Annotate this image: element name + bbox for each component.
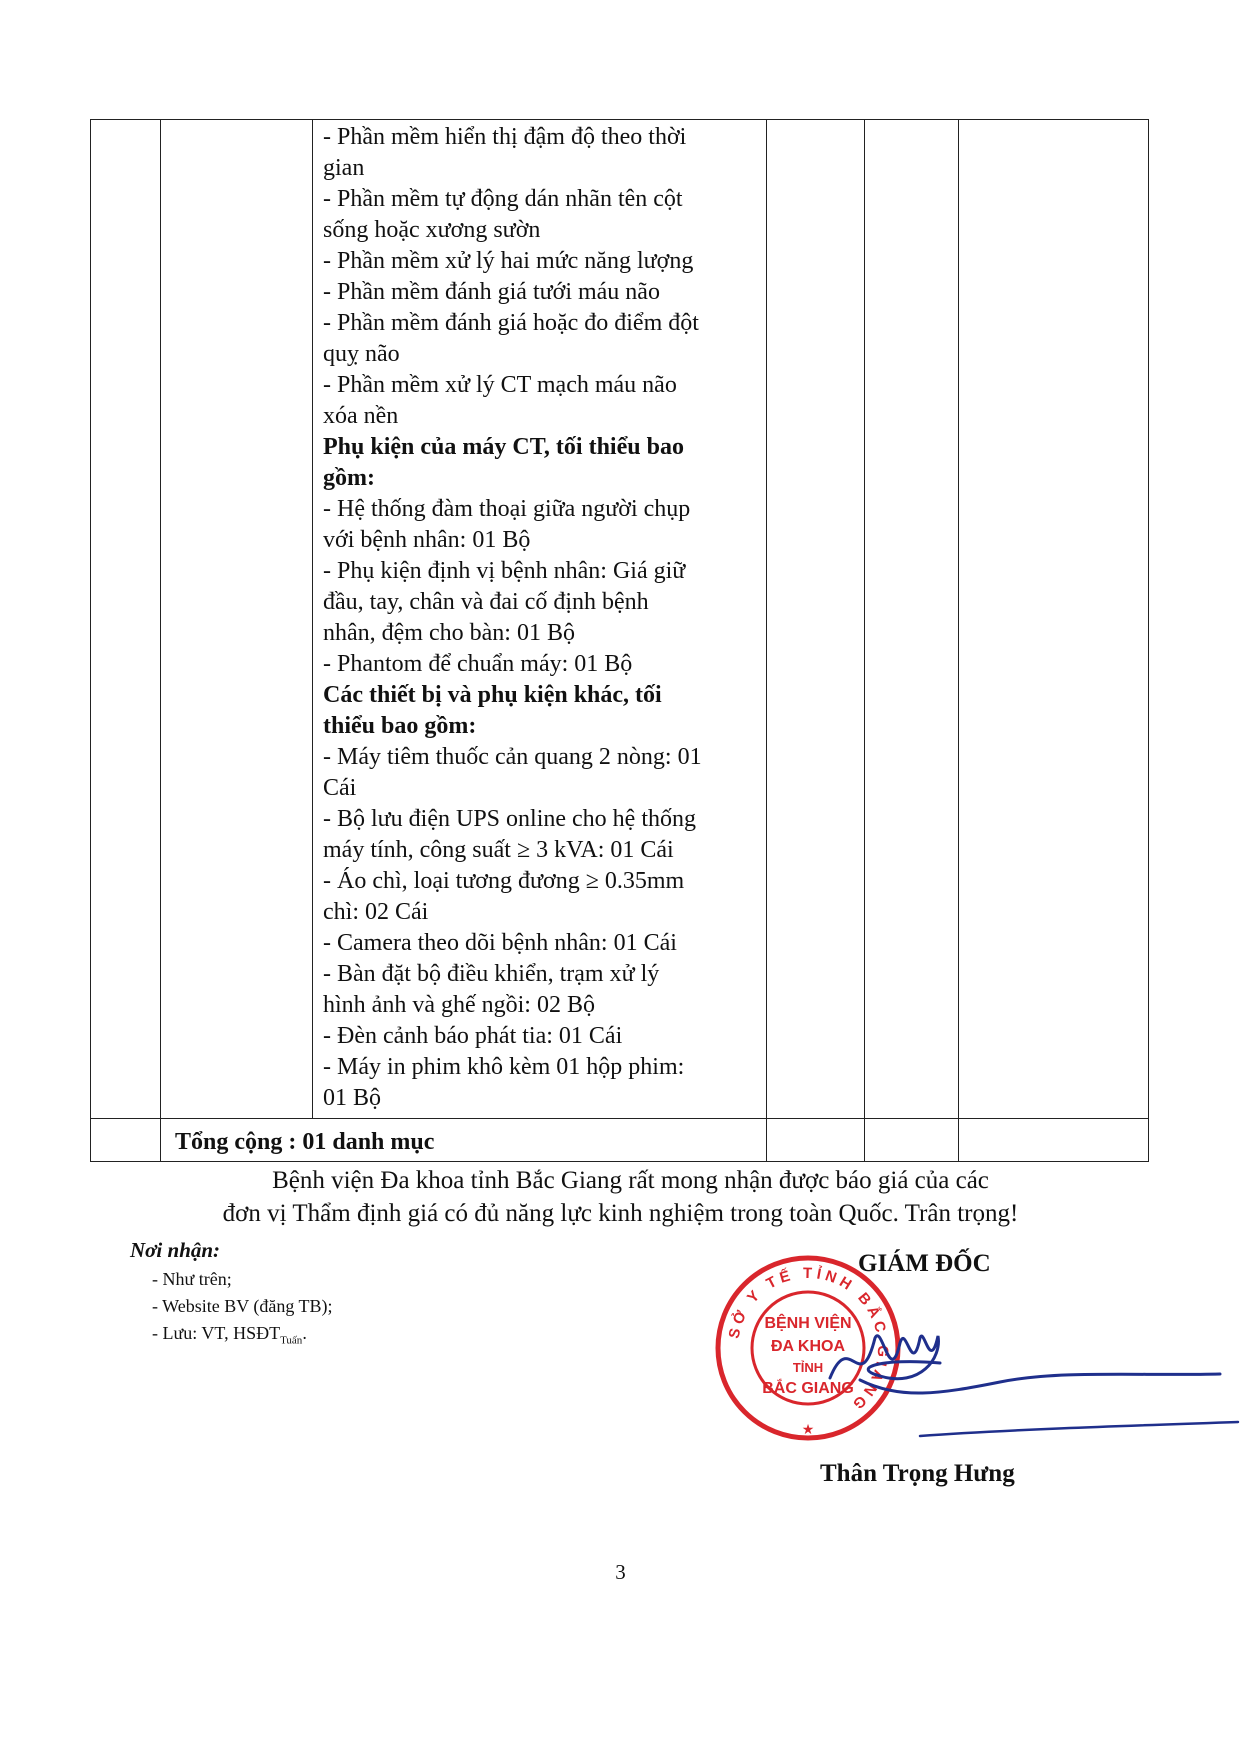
spec-line: - Phụ kiện định vị bệnh nhân: Giá giữ bbox=[323, 558, 686, 584]
total-note-cell bbox=[959, 1119, 1149, 1162]
archive-end: . bbox=[302, 1323, 307, 1343]
spec-line: đầu, tay, chân và đai cố định bệnh bbox=[323, 589, 649, 615]
spec-line: - Phần mềm xử lý CT mạch máu não bbox=[323, 372, 677, 398]
total-row bbox=[91, 1119, 1149, 1162]
spec-line: chì: 02 Cái bbox=[323, 899, 429, 925]
recipient-item-archive bbox=[152, 1320, 333, 1355]
spec-line: - Phần mềm đánh giá hoặc đo điểm đột bbox=[323, 310, 699, 336]
stt-cell bbox=[91, 120, 161, 1119]
seal-outer-text: SỞ Y TẾ TỈNH BẮC GIANG bbox=[725, 1264, 892, 1415]
director-title: GIÁM ĐỐC bbox=[858, 1250, 991, 1277]
spec-line: sống hoặc xương sườn bbox=[323, 217, 541, 243]
closing-line-2: đơn vị Thẩm định giá có đủ năng lực kinh nghiệm trong toàn Quốc. Trân trọng! bbox=[222, 1200, 1019, 1227]
spec-line: gồm: bbox=[323, 465, 375, 491]
recipient-item: - Như trên; bbox=[152, 1269, 232, 1289]
seal-line-2: ĐA KHOA bbox=[770, 1338, 846, 1355]
total-unit-cell bbox=[767, 1119, 865, 1162]
spec-line: xóa nền bbox=[323, 403, 399, 429]
recipient-item: - Website BV (đăng TB); bbox=[152, 1296, 333, 1316]
spec-line: - Hệ thống đàm thoại giữa người chụp bbox=[323, 496, 691, 522]
table-row bbox=[91, 120, 1149, 1119]
spec-line: máy tính, công suất ≥ 3 kVA: 01 Cái bbox=[323, 837, 674, 863]
total-label: Tổng cộng : 01 danh mục bbox=[161, 1119, 767, 1162]
spec-line: - Phần mềm xử lý hai mức năng lượng bbox=[323, 248, 694, 274]
spec-line: Phụ kiện của máy CT, tối thiểu bao bbox=[323, 434, 684, 460]
spec-line: - Phần mềm đánh giá tưới máu não bbox=[323, 279, 660, 305]
unit-cell bbox=[767, 120, 865, 1119]
seal-line-1: BỆNH VIỆN bbox=[764, 1315, 852, 1332]
recipients-list bbox=[152, 1266, 333, 1355]
spec-line: - Đèn cảnh báo phát tia: 01 Cái bbox=[323, 1023, 623, 1049]
spec-line: - Phần mềm hiển thị đậm độ theo thời bbox=[323, 124, 687, 150]
specification-table bbox=[90, 119, 1149, 1162]
spec-line: gian bbox=[323, 155, 365, 181]
page-number: 3 bbox=[615, 1560, 626, 1584]
specification-lines bbox=[323, 122, 758, 1114]
spec-line: - Phần mềm tự động dán nhãn tên cột bbox=[323, 186, 683, 212]
seal-line-3: TỈNH bbox=[792, 1360, 824, 1375]
handwritten-signature bbox=[820, 1318, 1240, 1458]
spec-line: 01 Bộ bbox=[323, 1085, 382, 1111]
closing-line-1: Bệnh viện Đa khoa tỉnh Bắc Giang rất mong nhận được báo giá của các bbox=[272, 1167, 989, 1194]
archive-text: - Lưu: VT, HSĐT bbox=[152, 1323, 281, 1343]
recipients-title: Nơi nhận: bbox=[130, 1238, 221, 1262]
seal-line-4: BẮC GIANG bbox=[762, 1380, 854, 1397]
spec-line: - Máy in phim khô kèm 01 hộp phim: bbox=[323, 1054, 685, 1080]
spec-line: - Bộ lưu điện UPS online cho hệ thống bbox=[323, 806, 696, 832]
specification-cell bbox=[313, 120, 767, 1119]
spec-line: Cái bbox=[323, 775, 357, 801]
director-name: Thân Trọng Hưng bbox=[820, 1460, 1015, 1487]
total-stt-cell bbox=[91, 1119, 161, 1162]
spec-line: - Camera theo dõi bệnh nhân: 01 Cái bbox=[323, 930, 677, 956]
quantity-cell bbox=[865, 120, 959, 1119]
seal-star-icon: ★ bbox=[801, 1423, 815, 1438]
spec-line: - Phantom để chuẩn máy: 01 Bộ bbox=[323, 651, 633, 677]
note-cell bbox=[959, 120, 1149, 1119]
spec-line: - Máy tiêm thuốc cản quang 2 nòng: 01 bbox=[323, 744, 702, 770]
item-name-cell bbox=[161, 120, 313, 1119]
spec-line: với bệnh nhân: 01 Bộ bbox=[323, 527, 531, 553]
spec-line: quỵ não bbox=[323, 341, 400, 367]
spec-line: hình ảnh và ghế ngồi: 02 Bộ bbox=[323, 992, 595, 1018]
spec-line: - Bàn đặt bộ điều khiển, trạm xử lý bbox=[323, 961, 660, 987]
spec-line: nhân, đệm cho bàn: 01 Bộ bbox=[323, 620, 575, 646]
total-quantity-cell bbox=[865, 1119, 959, 1162]
spec-line: Các thiết bị và phụ kiện khác, tối bbox=[323, 682, 662, 708]
archive-initials: Tuấn bbox=[280, 1334, 303, 1347]
spec-line: - Áo chì, loại tương đương ≥ 0.35mm bbox=[323, 868, 685, 894]
spec-line: thiểu bao gồm: bbox=[323, 713, 477, 739]
